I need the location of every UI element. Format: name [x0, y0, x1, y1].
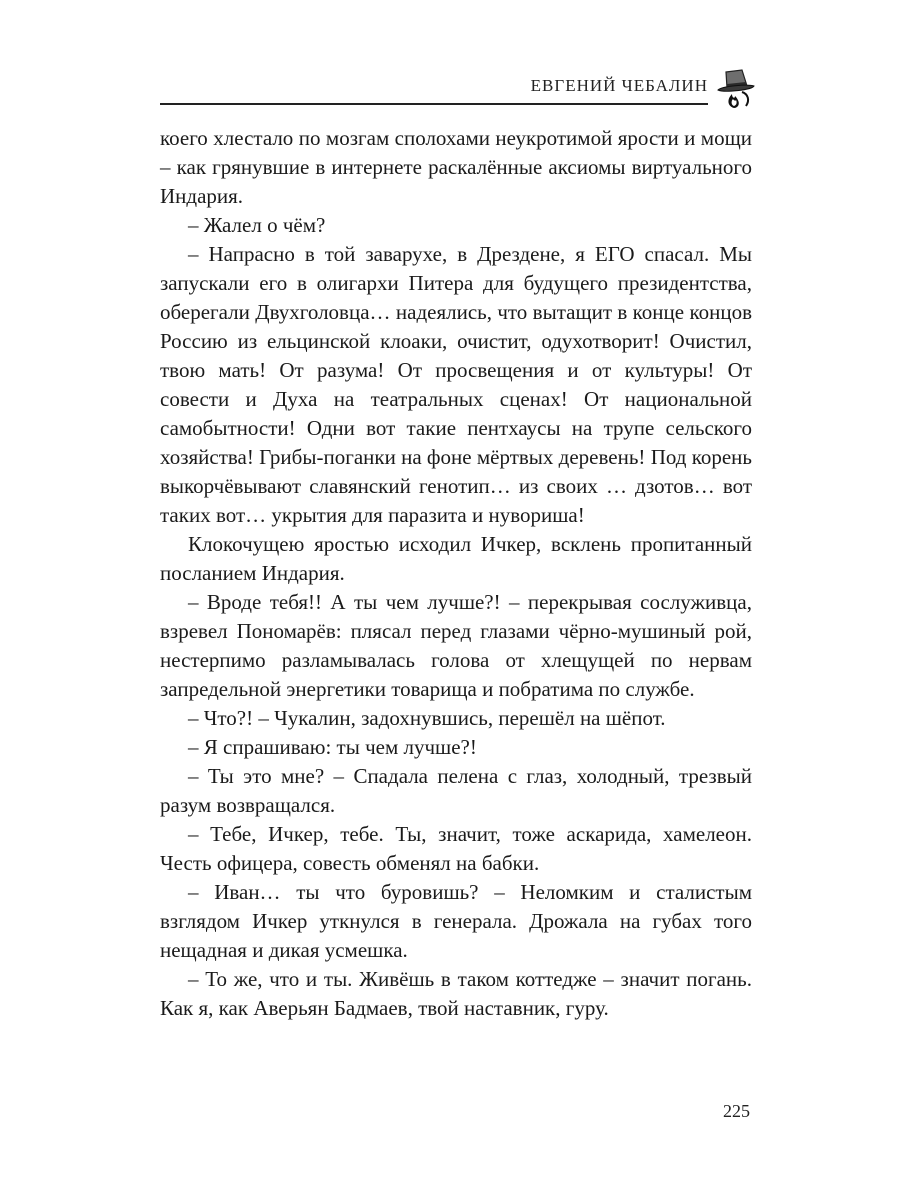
paragraph: – Вроде тебя!! А ты чем лучше?! – перекрывая сослуживца, взревел Пономарёв: плясал перед глазами чёрно-мушиный рой, нестерпимо разламывалась голова от хлещущей по нервам запредельной энергетики товарища и побратима по службе. [160, 590, 752, 701]
paragraph: – Ты это мне? – Спадала пелена с глаз, холодный, трезвый разум возвращался. [160, 764, 752, 817]
paragraph: – То же, что и ты. Живёшь в таком коттедже – значит погань. Как я, как Аверьян Бадмаев, твой наставник, гуру. [160, 967, 752, 1020]
paragraph: – Жалел о чём? [188, 213, 326, 237]
paragraph: Клокочущею яростью исходил Ичкер, всклень пропитанный посланием Индария. [160, 532, 752, 585]
paragraph: – Что?! – Чукалин, задохнувшись, перешёл на шёпот. [188, 706, 666, 730]
running-header [160, 62, 756, 110]
page-number: 225 [723, 1101, 750, 1121]
paragraph: – Я спрашиваю: ты чем лучше?! [188, 735, 477, 759]
header-author-name: ЕВГЕНИЙ ЧЕБАЛИН [530, 76, 708, 95]
paragraph: коего хлестало по мозгам сполохами неукротимой ярости и мощи – как грянувшие в интернете раскалённые аксиомы виртуального Индария. [160, 126, 752, 208]
paragraph: – Тебе, Ичкер, тебе. Ты, значит, тоже аскарида, хамелеон. Честь офицера, совесть обменял на бабки. [160, 822, 752, 875]
paragraph: – Напрасно в той заварухе, в Дрездене, я ЕГО спасал. Мы запускали его в олигархи Питера для будущего президентства, оберегали Двухголовца… надеялись, что вытащит в конце концов Россию из ельцинской клоаки, очистит, одухотворит! Очистил, твою мать! От разума! От просвещения и от культуры! От совести и Духа на театральных сценах! От национальной самобытности! Одни вот такие пентхаусы на трупе сельского хозяйства! Грибы-поганки на фоне мёртвых деревень! Под корень выкорчёвывают славянский генотип… из своих … дзотов… вот таких вот… укрытия для паразита и нувориша! [160, 242, 752, 527]
body-text [160, 124, 752, 1023]
paragraph: – Иван… ты что буровишь? – Неломким и сталистым взглядом Ичкер уткнулся в генерала. Дрожала на губах того нещадная и дикая усмешка. [160, 880, 752, 962]
publisher-hat-flame-icon [712, 66, 756, 110]
header-rule [160, 103, 708, 105]
